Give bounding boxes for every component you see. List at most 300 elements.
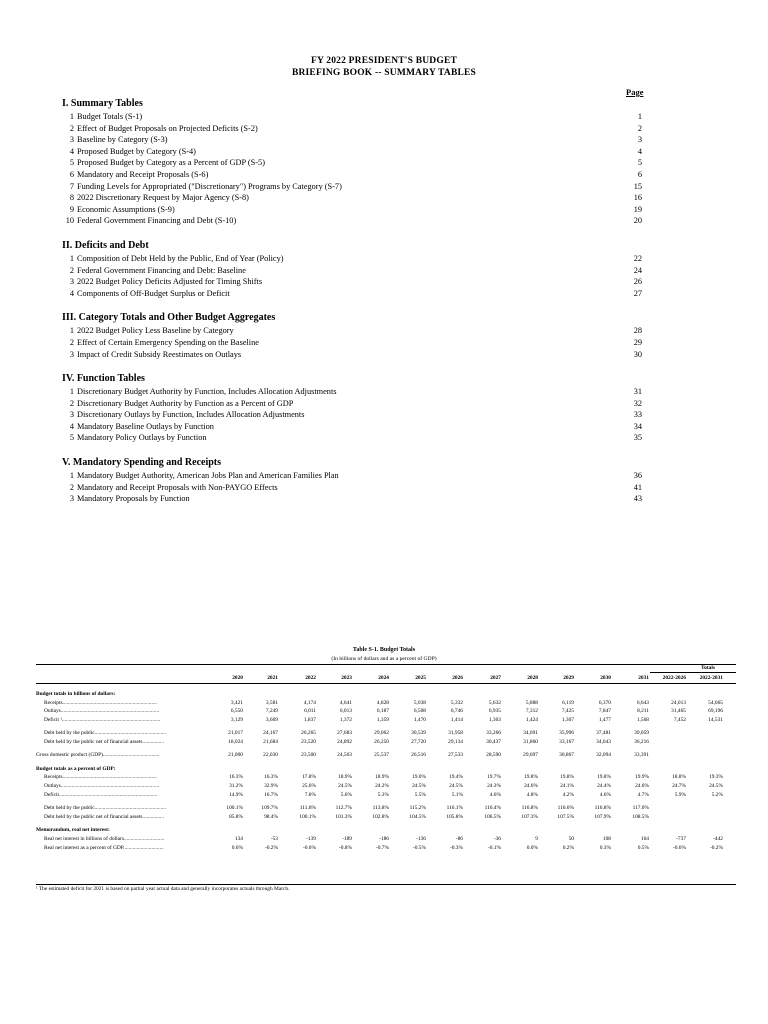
table-cell: 3,421 xyxy=(230,699,243,706)
table-cell: 19.9% xyxy=(635,774,649,781)
table-cell: 7,847 xyxy=(598,708,611,715)
table-section-heading xyxy=(36,690,736,698)
row-label: Debt held by the public..................................................... xyxy=(44,730,167,737)
column-header: 2023 xyxy=(341,675,352,681)
table-cell: 31,860 xyxy=(523,739,538,746)
toc-entry-page: 3 xyxy=(637,135,642,145)
toc-entry-label: Mandatory and Receipt Proposals (S-6) xyxy=(77,169,209,179)
table-bottom-rule xyxy=(36,884,736,885)
toc-entry-page: 4 xyxy=(637,146,642,156)
table-cell: 34,691 xyxy=(523,730,538,737)
row-label: Debt held by the public net of financial assets................ xyxy=(44,813,165,820)
toc-entry-page: 43 xyxy=(633,494,642,504)
table-cell: 6,011 xyxy=(304,708,316,715)
table-cell: 28,590 xyxy=(486,752,501,759)
table-cell: 6,935 xyxy=(488,708,501,715)
table-cell: 6,508 xyxy=(413,708,426,715)
toc-entry-number: 4 xyxy=(69,421,74,431)
toc-entry-page: 28 xyxy=(633,326,642,336)
table-cell: 100.1% xyxy=(226,805,243,812)
table-cell: 24.3% xyxy=(487,783,501,790)
table-cell: 5.5% xyxy=(414,791,426,798)
table-cell: 19.4% xyxy=(449,774,463,781)
table-cell: 4,174 xyxy=(303,699,316,706)
table-cell: 16.3% xyxy=(229,774,243,781)
table-section-heading xyxy=(36,765,736,773)
column-header: 2022-2026 xyxy=(662,675,686,681)
row-label: Deficit......................................................................... xyxy=(44,791,158,798)
table-cell: 7.8% xyxy=(304,791,316,798)
table-cell: 31,465 xyxy=(671,708,686,715)
table-cell: 69,196 xyxy=(708,708,723,715)
table-cell: 14.9% xyxy=(229,791,243,798)
table-cell: 5,332 xyxy=(450,699,463,706)
toc-entry-label: Components of Off-Budget Surplus or Deficit xyxy=(77,288,230,298)
table-cell: 27,683 xyxy=(337,730,352,737)
toc-entry-label: Baseline by Category (S-3) xyxy=(77,135,168,145)
toc-entry-number: 10 xyxy=(65,216,74,226)
column-header: 2022 xyxy=(305,675,316,681)
table-cell: 115.2% xyxy=(409,805,426,812)
table-cell: 0.3% xyxy=(599,844,611,851)
table-cell: 30,437 xyxy=(486,739,501,746)
table-cell: -0.7% xyxy=(375,844,389,851)
toc-entry-label: Mandatory Baseline Outlays by Function xyxy=(77,421,214,431)
table-cell: 33,391 xyxy=(634,752,649,759)
toc-entry xyxy=(62,493,652,505)
toc-entry xyxy=(62,409,652,421)
table-cell: 21,017 xyxy=(228,730,243,737)
toc-entry-page: 27 xyxy=(633,288,642,298)
table-row xyxy=(36,716,736,724)
table-cell: 39,059 xyxy=(634,730,649,737)
toc-entry-page: 24 xyxy=(633,265,642,275)
table-row xyxy=(36,738,736,746)
toc-entry-page: 32 xyxy=(633,398,642,408)
column-header: 2031 xyxy=(638,675,649,681)
table-cell: 18,024 xyxy=(228,739,243,746)
row-label: Debt held by the public..................................................... xyxy=(44,805,167,812)
column-header: 2024 xyxy=(378,675,389,681)
table-cell: 1,568 xyxy=(636,717,649,724)
table-cell: 111.8% xyxy=(299,805,316,812)
toc-entry xyxy=(62,470,652,482)
table-row xyxy=(36,844,736,852)
toc-entry-label: Federal Government Financing and Debt (S-10) xyxy=(77,216,237,226)
table-cell: 4.8% xyxy=(526,791,538,798)
toc-section-heading: I. Summary Tables xyxy=(62,98,143,109)
table-cell: 0.2% xyxy=(562,844,574,851)
table-cell: 19.8% xyxy=(560,774,574,781)
toc-entry-page: 2 xyxy=(637,123,642,133)
toc-section-heading: III. Category Totals and Other Budget Aggregates xyxy=(62,312,276,324)
toc-entry xyxy=(62,134,652,146)
table-cell: 36,216 xyxy=(634,739,649,746)
table-cell: 7,249 xyxy=(265,708,278,715)
toc-entry-label: Funding Levels for Appropriated ("Discretionary") Programs by Category (S-7) xyxy=(77,181,342,191)
toc-entry xyxy=(62,111,652,123)
table-cell: 24.2% xyxy=(375,783,389,790)
column-header: 2028 xyxy=(527,675,538,681)
table-cell: 30,867 xyxy=(559,752,574,759)
table-cell: -136 xyxy=(416,835,426,842)
table-cell: 102.8% xyxy=(372,813,389,820)
row-label: Outlays......................................................................... xyxy=(44,708,160,715)
toc-entry-page: 41 xyxy=(633,482,642,492)
table-cell: 4.6% xyxy=(489,791,501,798)
table-cell: -0.2% xyxy=(264,844,278,851)
toc-entry-page: 34 xyxy=(633,421,642,431)
table-row xyxy=(36,707,736,715)
toc-entry-page: 16 xyxy=(633,193,642,203)
toc-entry-page: 35 xyxy=(633,433,642,443)
toc-entry-number: 3 xyxy=(69,349,74,359)
table-cell: -0.1% xyxy=(487,844,501,851)
table-cell: 50 xyxy=(568,835,574,842)
table-cell: 17.8% xyxy=(302,774,316,781)
table-cell: 24,167 xyxy=(263,730,278,737)
table-cell: 3,669 xyxy=(265,717,278,724)
toc-entry-label: Economic Assumptions (S-9) xyxy=(77,204,175,214)
table-cell: 24.1% xyxy=(560,783,574,790)
toc-entry-label: Discretionary Outlays by Function, Includes Allocation Adjustments xyxy=(77,410,305,420)
toc-entry xyxy=(62,169,652,181)
table-cell: -36 xyxy=(493,835,501,842)
toc-entry-label: Mandatory and Receipt Proposals with Non-PAYGO Effects xyxy=(77,482,278,492)
table-cell: 34,643 xyxy=(596,739,611,746)
toc-section-heading: IV. Function Tables xyxy=(62,373,145,385)
row-label: Receipts...................................................................... xyxy=(44,699,157,706)
toc-entry xyxy=(62,253,652,265)
table-cell: 26,516 xyxy=(411,752,426,759)
table-cell: 29,062 xyxy=(374,730,389,737)
table-cell: 27,720 xyxy=(411,739,426,746)
table-cell: 116.8% xyxy=(521,805,538,812)
table-cell: 164 xyxy=(640,835,649,842)
table-cell: 3,581 xyxy=(265,699,278,706)
table-cell: 5.2% xyxy=(711,791,723,798)
table-cell: 1,303 xyxy=(488,717,501,724)
toc-entry-label: Discretionary Budget Authority by Function, Includes Allocation Adjustments xyxy=(77,387,337,397)
totals-label: Totals xyxy=(701,665,715,671)
row-label: Real net interest as a percent of GDP.............................. xyxy=(44,844,164,851)
table-cell: 1,414 xyxy=(450,717,463,724)
table-cell: -0.8% xyxy=(338,844,352,851)
table-row xyxy=(36,773,736,781)
table-cell: 100.1% xyxy=(299,813,316,820)
table-cell: 24,892 xyxy=(337,739,352,746)
toc-entry xyxy=(62,398,652,410)
table-cell: 4,641 xyxy=(339,699,352,706)
table-cell: 107.9% xyxy=(594,813,611,820)
toc-entry-number: 1 xyxy=(69,326,74,336)
toc-entry xyxy=(62,181,652,193)
table-cell: -442 xyxy=(713,835,723,842)
table-cell: 24.4% xyxy=(597,783,611,790)
table-cell: 108 xyxy=(602,835,611,842)
toc-entry-label: 2022 Discretionary Request by Major Agency (S-8) xyxy=(77,193,249,203)
table-cell: 32.9% xyxy=(264,783,278,790)
table-cell: 98.4% xyxy=(264,813,278,820)
toc-entry xyxy=(62,432,652,444)
table-cell: 106.5% xyxy=(484,813,501,820)
table-cell: 4.7% xyxy=(637,791,649,798)
table-cell: 1,477 xyxy=(598,717,611,724)
toc-entry-label: Proposed Budget by Category as a Percent of GDP (S-5) xyxy=(77,158,265,168)
table-cell: 1,424 xyxy=(525,717,538,724)
table-cell: 4.2% xyxy=(562,791,574,798)
table-cell: 101.3% xyxy=(335,813,352,820)
table-cell: 0.5% xyxy=(637,844,649,851)
toc-entry-number: 2 xyxy=(69,123,74,133)
toc-entry-page: 36 xyxy=(633,471,642,481)
table-cell: 116.4% xyxy=(484,805,501,812)
toc-entry xyxy=(62,157,652,169)
toc-entry xyxy=(62,146,652,158)
table-cell: 27,533 xyxy=(448,752,463,759)
table-cell: 0.0% xyxy=(526,844,538,851)
row-label: Receipts...................................................................... xyxy=(44,774,157,781)
table-cell: 6,119 xyxy=(562,699,574,706)
row-label: Deficit ¹......................................................................... xyxy=(44,717,161,724)
table-of-contents xyxy=(62,97,652,505)
table-cell: 6,746 xyxy=(450,708,463,715)
table-cell: 108.5% xyxy=(632,813,649,820)
row-label: Outlays......................................................................... xyxy=(44,783,160,790)
table-cell: 22,030 xyxy=(263,752,278,759)
table-cell: 116.8% xyxy=(594,805,611,812)
toc-entry-label: Mandatory Policy Outlays by Function xyxy=(77,433,207,443)
table-cell: 35,996 xyxy=(559,730,574,737)
table-header-row xyxy=(36,674,736,682)
page-column-header: Page xyxy=(626,87,644,97)
table-cell: -0.3% xyxy=(449,844,463,851)
toc-entry-label: Composition of Debt Held by the Public, End of Year (Policy) xyxy=(77,253,284,263)
table-cell: 29,697 xyxy=(523,752,538,759)
table-cell: 24.5% xyxy=(709,783,723,790)
table-cell: 25,537 xyxy=(374,752,389,759)
table-cell: 25.6% xyxy=(302,783,316,790)
table-cell: 5,038 xyxy=(413,699,426,706)
column-header: 2026 xyxy=(452,675,463,681)
table-cell: 26,250 xyxy=(374,739,389,746)
table-cell: 105.8% xyxy=(446,813,463,820)
table-cell: 104.5% xyxy=(409,813,426,820)
table-cell: 7,425 xyxy=(561,708,574,715)
table-cell: 1,359 xyxy=(376,717,389,724)
toc-entry-number: 4 xyxy=(69,288,74,298)
toc-entry-label: 2022 Budget Policy Less Baseline by Category xyxy=(77,326,234,336)
toc-entry-label: Impact of Credit Subsidy Reestimates on Outlays xyxy=(77,349,242,359)
table-cell: 21,684 xyxy=(263,739,278,746)
column-header: 2029 xyxy=(563,675,574,681)
table-cell: 5.1% xyxy=(451,791,463,798)
table-cell: 24.6% xyxy=(635,783,649,790)
toc-entry-page: 20 xyxy=(633,216,642,226)
table-row xyxy=(36,782,736,790)
table-cell: 0.6% xyxy=(231,844,243,851)
column-header: 2022-2031 xyxy=(699,675,723,681)
toc-entry xyxy=(62,265,652,277)
table-row xyxy=(36,835,736,843)
toc-entry xyxy=(62,482,652,494)
toc-entry-page: 31 xyxy=(633,387,642,397)
table-cell: -737 xyxy=(676,835,686,842)
table-cell: 16.7% xyxy=(264,791,278,798)
toc-entry-label: Effect of Certain Emergency Spending on the Baseline xyxy=(77,337,259,347)
toc-entry-label: Effect of Budget Proposals on Projected Deficits (S-2) xyxy=(77,123,258,133)
table-row xyxy=(36,804,736,812)
table-cell: 54,665 xyxy=(708,699,723,706)
toc-entry-label: Mandatory Proposals by Function xyxy=(77,494,190,504)
table-cell: 117.0% xyxy=(632,805,649,812)
table-cell: 116.6% xyxy=(557,805,574,812)
toc-entry-label: Federal Government Financing and Debt: Baseline xyxy=(77,265,246,275)
table-subtitle: (In billions of dollars and as a percent of GDP) xyxy=(331,656,437,662)
table-cell: 33,266 xyxy=(486,730,501,737)
toc-entry-number: 3 xyxy=(69,410,74,420)
toc-entry xyxy=(62,288,652,300)
toc-entry-number: 8 xyxy=(69,193,74,203)
table-row xyxy=(36,791,736,799)
table-cell: -186 xyxy=(379,835,389,842)
table-cell: -86 xyxy=(455,835,463,842)
table-cell: -139 xyxy=(306,835,316,842)
table-cell: 113.8% xyxy=(372,805,389,812)
toc-entry xyxy=(62,123,652,135)
toc-section-heading: V. Mandatory Spending and Receipts xyxy=(62,457,222,469)
table-cell: 19.3% xyxy=(709,774,723,781)
toc-entry xyxy=(62,421,652,433)
table-cell: -0.6% xyxy=(672,844,686,851)
toc-entry-number: 6 xyxy=(69,169,74,179)
table-cell: 24,563 xyxy=(337,752,352,759)
toc-entry-page: 26 xyxy=(633,277,642,287)
table-cell: 26,265 xyxy=(301,730,316,737)
column-header: 2025 xyxy=(415,675,426,681)
toc-entry-number: 9 xyxy=(69,204,74,214)
toc-entry-number: 2 xyxy=(69,337,74,347)
totals-group-header xyxy=(36,664,736,672)
table-cell: 1,837 xyxy=(303,717,316,724)
table-cell: 8,211 xyxy=(637,708,649,715)
toc-entry-page: 6 xyxy=(637,169,642,179)
toc-entry-number: 2 xyxy=(69,482,74,492)
table-cell: 109.7% xyxy=(261,805,278,812)
table-cell: 85.8% xyxy=(229,813,243,820)
document-subtitle: BRIEFING BOOK -- SUMMARY TABLES xyxy=(291,68,477,78)
table-cell: 24.6% xyxy=(524,783,538,790)
table-cell: -0.2% xyxy=(709,844,723,851)
table-title: Table S-1. Budget Totals xyxy=(352,647,416,653)
table-cell: 33,167 xyxy=(559,739,574,746)
toc-entry-page: 29 xyxy=(633,337,642,347)
table-cell: 24.5% xyxy=(449,783,463,790)
column-header: 2027 xyxy=(490,675,501,681)
toc-entry xyxy=(62,349,652,361)
table-cell: 5.9% xyxy=(674,791,686,798)
table-cell: 24,013 xyxy=(671,699,686,706)
table-cell: 24.5% xyxy=(338,783,352,790)
table-row xyxy=(36,699,736,707)
toc-entry-page: 5 xyxy=(637,158,642,168)
table-cell: 5,888 xyxy=(525,699,538,706)
table-cell: 37,481 xyxy=(596,730,611,737)
toc-entry xyxy=(62,192,652,204)
table-cell: -0.5% xyxy=(412,844,426,851)
toc-entry-page: 15 xyxy=(633,181,642,191)
table-row xyxy=(36,751,736,759)
table-row xyxy=(36,813,736,821)
row-label: Budget totals as a percent of GDP: xyxy=(36,765,116,772)
table-cell: 1,372 xyxy=(339,717,352,724)
toc-entry-number: 1 xyxy=(69,387,74,397)
totals-underline xyxy=(650,672,736,673)
table-cell: 21,000 xyxy=(228,752,243,759)
table-cell: 31,958 xyxy=(448,730,463,737)
row-label: Memorandum, real net interest: xyxy=(36,827,110,834)
toc-entry-number: 3 xyxy=(69,494,74,504)
table-cell: 1,470 xyxy=(413,717,426,724)
table-cell: 3,129 xyxy=(230,717,243,724)
table-cell: 5.6% xyxy=(340,791,352,798)
toc-entry-number: 4 xyxy=(69,146,74,156)
toc-entry-page: 22 xyxy=(633,253,642,263)
toc-entry-number: 2 xyxy=(69,398,74,408)
table-cell: 29,134 xyxy=(448,739,463,746)
table-cell: 5.3% xyxy=(377,791,389,798)
row-label: Debt held by the public net of financial assets................ xyxy=(44,739,165,746)
table-cell: -53 xyxy=(270,835,278,842)
document-title: FY 2022 PRESIDENT'S BUDGET xyxy=(310,56,458,66)
toc-entry-number: 5 xyxy=(69,158,74,168)
toc-entry xyxy=(62,276,652,288)
table-cell: 32,094 xyxy=(596,752,611,759)
row-label: Real net interest in billions of dollars.............................. xyxy=(44,835,165,842)
table-cell: 23,520 xyxy=(301,739,316,746)
table-cell: 18.9% xyxy=(338,774,352,781)
table-cell: 6,643 xyxy=(636,699,649,706)
table-cell: 31.2% xyxy=(229,783,243,790)
table-cell: 14,531 xyxy=(708,717,723,724)
table-cell: 4,828 xyxy=(376,699,389,706)
table-cell: 24.5% xyxy=(412,783,426,790)
table-cell: 107.5% xyxy=(557,813,574,820)
table-cell: 6,013 xyxy=(339,708,352,715)
table-cell: 116.1% xyxy=(446,805,463,812)
table-cell: 19.7% xyxy=(487,774,501,781)
toc-entry-page: 19 xyxy=(633,204,642,214)
toc-entry-number: 7 xyxy=(69,181,74,191)
table-cell: 4.6% xyxy=(599,791,611,798)
table-cell: 30,539 xyxy=(411,730,426,737)
toc-entry-label: Mandatory Budget Authority, American Jobs Plan and American Families Plan xyxy=(77,471,339,481)
toc-entry-number: 2 xyxy=(69,265,74,275)
toc-entry xyxy=(62,386,652,398)
toc-entry xyxy=(62,204,652,216)
toc-entry-page: 1 xyxy=(637,112,642,121)
toc-entry-label: Budget Totals (S-1) xyxy=(77,112,143,121)
toc-entry-number: 3 xyxy=(69,277,74,287)
table-cell: 19.8% xyxy=(597,774,611,781)
toc-entry-page: 33 xyxy=(633,410,642,420)
toc-entry-label: Discretionary Budget Authority by Function as a Percent of GDP xyxy=(77,398,294,408)
table-cell: 7,452 xyxy=(673,717,686,724)
column-header: 2021 xyxy=(267,675,278,681)
table-cell: -0.6% xyxy=(302,844,316,851)
header-bottom-rule xyxy=(36,683,736,684)
column-header: 2030 xyxy=(600,675,611,681)
